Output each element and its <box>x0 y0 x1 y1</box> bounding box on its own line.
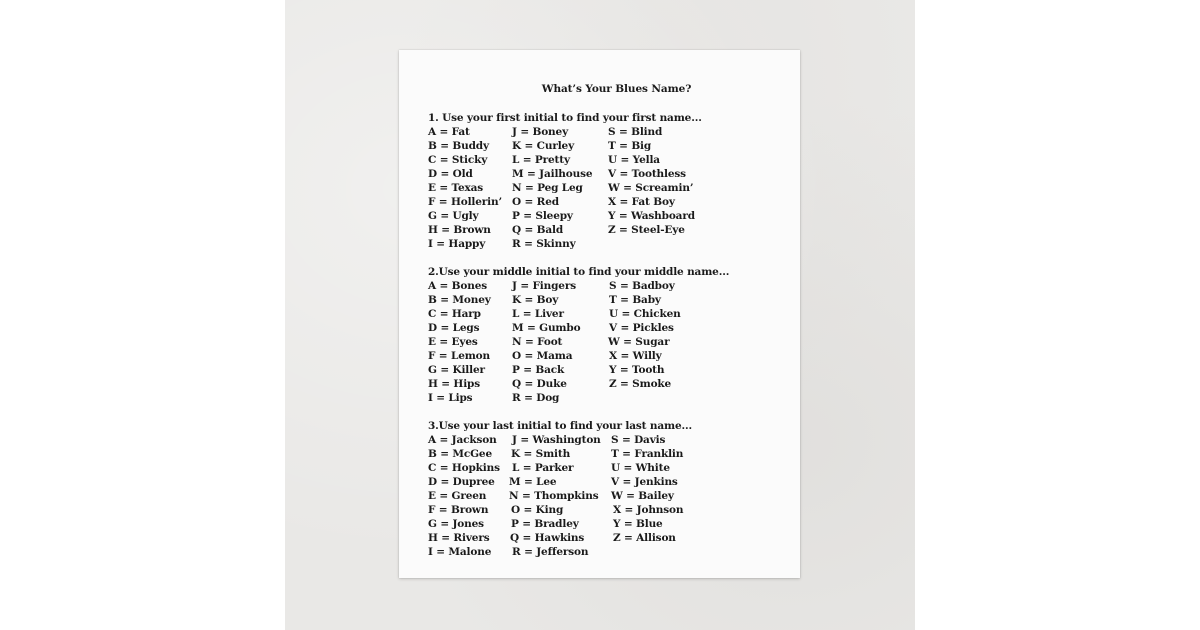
list-item: W = Sugar <box>608 336 670 348</box>
list-item: H = Brown <box>428 224 491 236</box>
list-item: K = Curley <box>512 140 575 152</box>
section-first-name <box>428 111 798 250</box>
list-item: R = Skinny <box>512 238 576 250</box>
list-item: A = Jackson <box>428 434 497 446</box>
list-item: F = Lemon <box>428 350 491 362</box>
list-item: U = Chicken <box>609 308 681 320</box>
list-item: E = Green <box>428 490 487 502</box>
list-item: D = Old <box>428 168 473 180</box>
list-item: A = Fat <box>428 126 470 138</box>
list-item: F = Brown <box>428 504 489 516</box>
list-item: C = Harp <box>428 308 481 320</box>
list-item: V = Pickles <box>609 322 674 334</box>
list-item: Q = Hawkins <box>510 532 585 544</box>
list-item: S = Badboy <box>609 280 675 292</box>
list-item: S = Blind <box>608 126 663 138</box>
list-item: Y = Washboard <box>608 210 695 222</box>
list-item: O = King <box>511 504 564 516</box>
list-item: O = Red <box>512 196 559 208</box>
list-item: G = Ugly <box>428 210 479 222</box>
section-heading: 1. Use your first initial to find your first name... <box>428 112 702 124</box>
list-item: I = Malone <box>428 546 492 558</box>
product-background <box>285 0 915 630</box>
list-item: Q = Duke <box>512 378 567 390</box>
list-item: G = Killer <box>428 364 485 376</box>
list-item: X = Fat Boy <box>608 196 675 208</box>
list-item: X = Willy <box>609 350 662 362</box>
list-item: A = Bones <box>428 280 488 292</box>
list-item: C = Hopkins <box>428 462 500 474</box>
list-item: R = Dog <box>512 392 560 404</box>
list-item: V = Jenkins <box>611 476 678 488</box>
list-item: D = Dupree <box>428 476 495 488</box>
section-heading: 2.Use your middle initial to find your middle name... <box>428 266 730 278</box>
list-item: J = Boney <box>512 126 569 138</box>
list-item: E = Eyes <box>428 336 478 348</box>
list-item: V = Toothless <box>608 168 686 180</box>
list-item: W = Screamin’ <box>608 182 694 194</box>
list-item: C = Sticky <box>428 154 488 166</box>
list-item: B = Money <box>428 294 491 306</box>
section-middle-name <box>428 265 798 404</box>
list-item: T = Franklin <box>611 448 684 460</box>
list-item: Z = Allison <box>613 532 676 544</box>
list-item: I = Lips <box>428 392 473 404</box>
list-item: L = Liver <box>512 308 564 320</box>
list-item: B = Buddy <box>428 140 489 152</box>
list-item: L = Pretty <box>512 154 570 166</box>
list-item: B = McGee <box>428 448 492 460</box>
list-item: D = Legs <box>428 322 480 334</box>
list-item: Z = Steel-Eye <box>608 224 685 236</box>
list-item: E = Texas <box>428 182 484 194</box>
section-heading: 3.Use your last initial to find your last name... <box>428 420 693 432</box>
postcard <box>399 50 800 578</box>
list-item: F = Hollerin’ <box>428 196 503 208</box>
list-item: X = Johnson <box>613 504 684 516</box>
list-item: O = Mama <box>512 350 573 362</box>
list-item: M = Gumbo <box>512 322 581 334</box>
list-item: K = Smith <box>511 448 571 460</box>
list-item: K = Boy <box>512 294 559 306</box>
list-item: Y = Blue <box>613 518 663 530</box>
list-item: Y = Tooth <box>609 364 665 376</box>
list-item: Q = Bald <box>512 224 564 236</box>
list-item: L = Parker <box>512 462 574 474</box>
list-item: T = Big <box>608 140 652 152</box>
list-item: J = Washington <box>512 434 601 446</box>
list-item: I = Happy <box>428 238 486 250</box>
section-last-name <box>428 419 798 558</box>
card-title: What’s Your Blues Name? <box>541 83 692 95</box>
list-item: N = Peg Leg <box>512 182 583 194</box>
list-item: P = Sleepy <box>512 210 573 222</box>
list-item: N = Thompkins <box>509 490 599 502</box>
list-item: P = Bradley <box>511 518 579 530</box>
list-item: H = Hips <box>428 378 480 390</box>
list-item: G = Jones <box>428 518 484 530</box>
list-item: R = Jefferson <box>512 546 589 558</box>
list-item: U = Yella <box>608 154 660 166</box>
list-item: J = Fingers <box>512 280 576 292</box>
list-item: H = Rivers <box>428 532 490 544</box>
list-item: P = Back <box>512 364 565 376</box>
list-item: S = Davis <box>611 434 666 446</box>
list-item: M = Jailhouse <box>512 168 593 180</box>
list-item: N = Foot <box>512 336 563 348</box>
list-item: U = White <box>611 462 670 474</box>
list-item: T = Baby <box>609 294 661 306</box>
list-item: M = Lee <box>509 476 557 488</box>
list-item: W = Bailey <box>611 490 674 502</box>
list-item: Z = Smoke <box>609 378 672 390</box>
